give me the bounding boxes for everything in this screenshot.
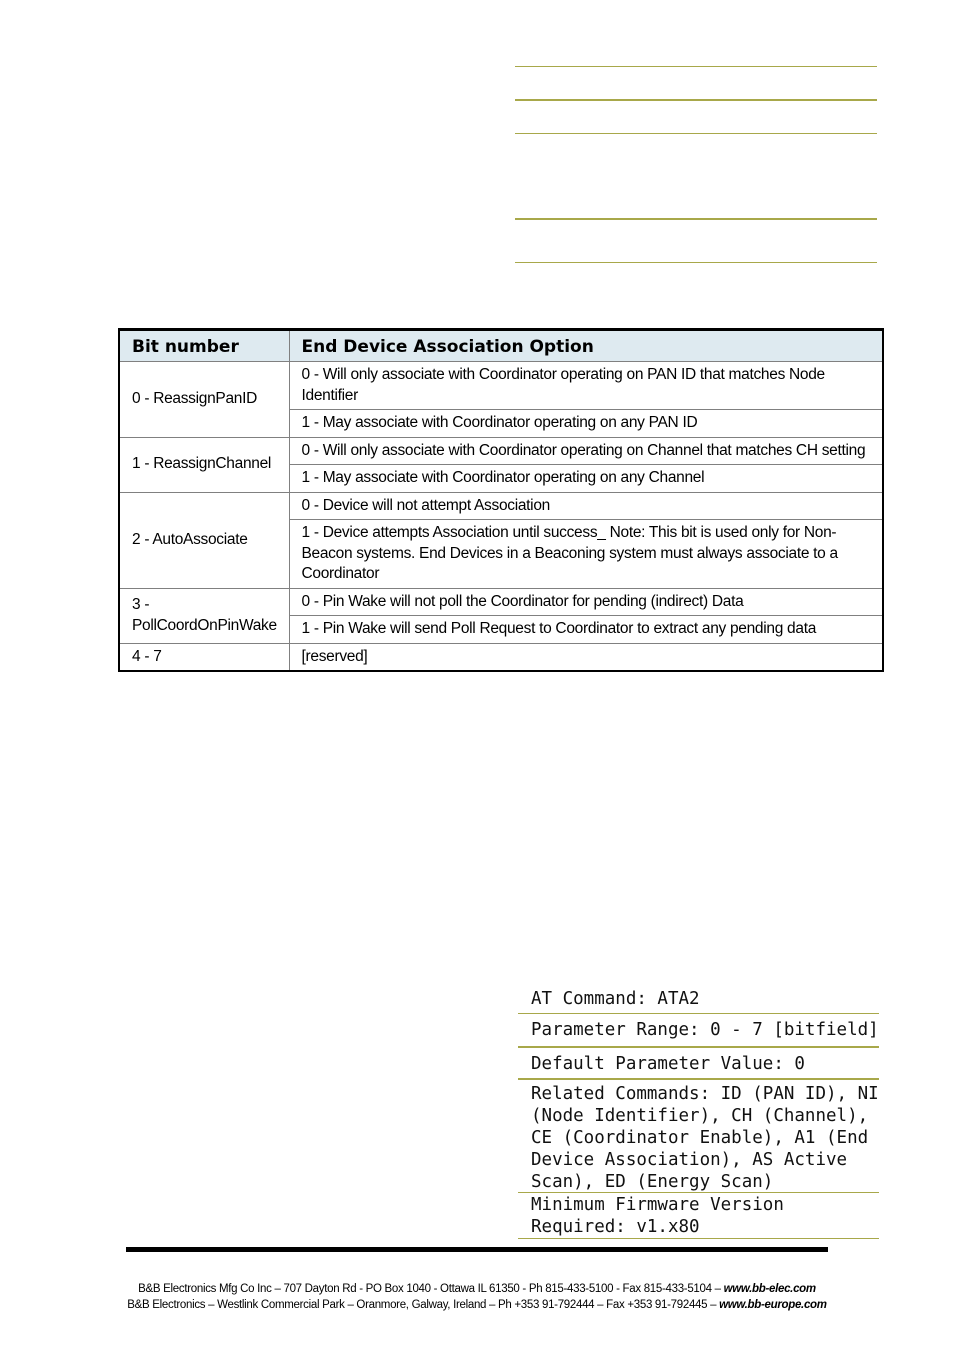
page-footer xyxy=(0,1281,954,1313)
footer-rule xyxy=(126,1247,828,1252)
option-cell: 1 - May associate with Coordinator operating on any PAN ID xyxy=(289,410,883,438)
footer-line-europe xyxy=(0,1297,954,1313)
bit-cell: 4 - 7 xyxy=(119,643,289,671)
default-parameter-value: Default Parameter Value: 0 xyxy=(518,1048,879,1080)
table-row xyxy=(119,643,883,671)
footer-address-us: B&B Electronics Mfg Co Inc – 707 Dayton Rd - PO Box 1040 - Ottawa IL 61350 - Ph 815-433-5100 - Fax 815-433-5104 – xyxy=(138,1283,724,1295)
box-rule xyxy=(515,66,877,67)
header-association-option: End Device Association Option xyxy=(289,330,883,362)
bit-cell: 2 - AutoAssociate xyxy=(119,492,289,588)
command-parameter-box xyxy=(518,984,879,1239)
option-cell: 0 - Will only associate with Coordinator operating on PAN ID that matches Node Identifier xyxy=(289,362,883,410)
option-cell: [reserved] xyxy=(289,643,883,671)
box-rule xyxy=(515,133,877,134)
footer-address-europe: B&B Electronics – Westlink Commercial Park – Oranmore, Galway, Ireland – Ph +353 91-792444 – Fax +353 91-792445 – xyxy=(127,1299,720,1311)
table-row xyxy=(119,492,883,520)
option-cell: 0 - Device will not attempt Association xyxy=(289,492,883,520)
footer-line-us xyxy=(0,1281,954,1297)
footer-link-bb-europe[interactable]: www.bb-europe.com xyxy=(719,1299,827,1311)
box-rule xyxy=(515,262,877,263)
bit-cell: 1 - ReassignChannel xyxy=(119,437,289,492)
table-row xyxy=(119,437,883,465)
at-command: AT Command: ATA2 xyxy=(518,984,879,1014)
table-header-row xyxy=(119,330,883,362)
header-bit-number: Bit number xyxy=(119,330,289,362)
option-cell: 0 - Pin Wake will not poll the Coordinator for pending (indirect) Data xyxy=(289,588,883,616)
related-commands: Related Commands: ID (PAN ID), NI (Node Identifier), CH (Channel), CE (Coordinator Enable), A1 (End Device Association), AS Active Scan), ED (Energy Scan) xyxy=(518,1080,879,1193)
association-options-table xyxy=(118,328,884,672)
box-rule xyxy=(515,99,877,101)
bit-cell: 0 - ReassignPanID xyxy=(119,362,289,438)
table-row xyxy=(119,588,883,616)
option-cell: 0 - Will only associate with Coordinator operating on Channel that matches CH setting xyxy=(289,437,883,465)
box-rule xyxy=(515,218,877,220)
table-row xyxy=(119,362,883,410)
bit-cell: 3 - PollCoordOnPinWake xyxy=(119,588,289,643)
option-cell: 1 - Device attempts Association until success_ Note: This bit is used only for Non-Beacon systems. End Devices in a Beaconing system must always associate to a Coordinator xyxy=(289,520,883,589)
parameter-range: Parameter Range: 0 - 7 [bitfield] xyxy=(518,1014,879,1048)
option-cell: 1 - Pin Wake will send Poll Request to Coordinator to extract any pending data xyxy=(289,616,883,644)
footer-link-bb-elec[interactable]: www.bb-elec.com xyxy=(723,1283,816,1295)
option-cell: 1 - May associate with Coordinator operating on any Channel xyxy=(289,465,883,493)
minimum-firmware-version: Minimum Firmware Version Required: v1.x80 xyxy=(518,1193,879,1239)
